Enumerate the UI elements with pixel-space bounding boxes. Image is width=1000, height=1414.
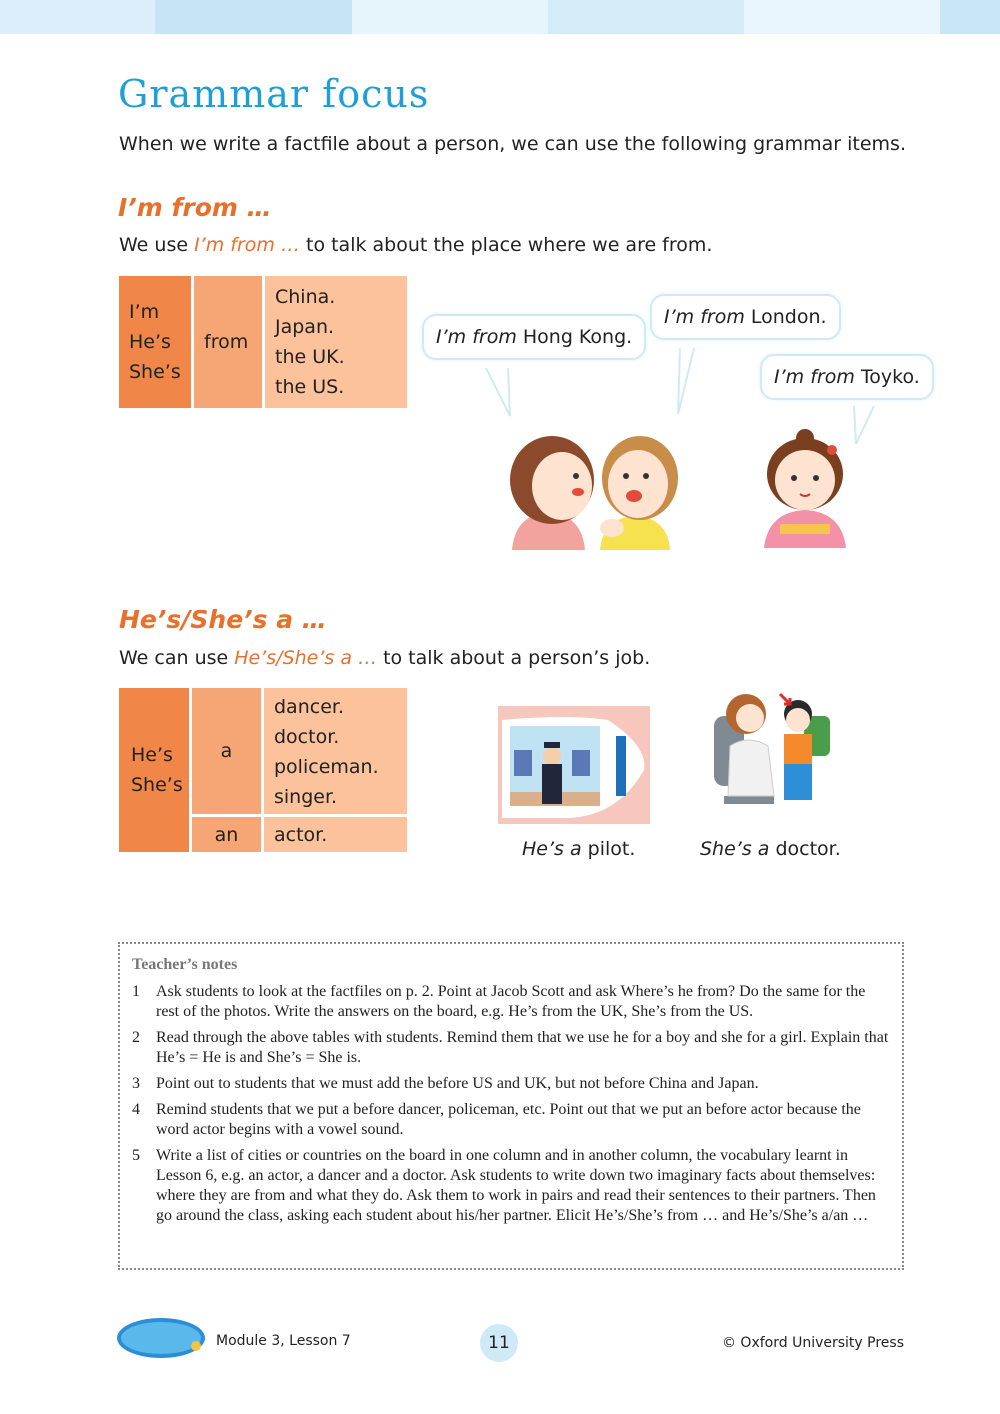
bubble-tail-2 [670, 346, 700, 416]
pronoun-cell: I’m He’s She’s [119, 276, 191, 408]
speech-bubble-tokyo: I’m from Toyko. [760, 354, 934, 400]
article-a-cell: a [192, 688, 261, 814]
page-title: Grammar focus [118, 72, 430, 116]
pilot-illustration [498, 706, 650, 824]
doctor-caption: She’s a doctor. [700, 838, 841, 860]
bubble-tail-1 [480, 366, 520, 418]
girl-kimono-illustration [750, 424, 860, 548]
section2-explanation: We can use He’s/She’s a … to talk about a person’s job. [119, 647, 651, 669]
speech-bubble-london: I’m from London. [650, 294, 841, 340]
copyright: © Oxford University Press [721, 1335, 904, 1351]
note-item: 1 Ask students to look at the factfiles on p. 2. Point at Jacob Scott and ask Where’s he from? Do the same for the rest of the photos. Write the answers on the board, e.g. He’s from the UK, She’s from the US. [132, 983, 866, 1020]
note-item: 2 Read through the above tables with students. Remind them that we use he for a boy and she for a girl. Explain that He’s = He is and She’s = She is. [132, 1029, 889, 1066]
im-from-table [116, 276, 410, 408]
lesson-label: Module 3, Lesson 7 [216, 1333, 351, 1349]
page-number: 11 [480, 1324, 518, 1362]
note-item: 4 Remind students that we put a before dancer, policeman, etc. Point out that we put an before actor because the word actor begins with a vowel sound. [132, 1101, 861, 1138]
place-cell: China. Japan. the UK. the US. [265, 276, 407, 408]
speech-bubble-hong-kong: I’m from Hong Kong. [422, 314, 646, 360]
section1-heading: I’m from … [118, 193, 272, 222]
teachers-notes-box [118, 942, 904, 1270]
teachers-notes-title: Teacher’s notes [132, 956, 238, 973]
doctor-illustration [704, 686, 834, 826]
children-talking-illustration [500, 420, 700, 550]
actor-cell: actor. [264, 817, 407, 852]
note-item: 5 Write a list of cities or countries on the board in one column and in another column, the vocabulary learnt in Lesson 6, e.g. an actor, a dancer and a doctor. Ask students to write down two imaginary facts about themselves: where they are from and what they do. Ask them to work in pairs and read their sentences to their partners. Then go around the class, asking each student about his/her partner. Elicit He’s/She’s from … and He’s/She’s a/an … [132, 1147, 876, 1224]
pilot-caption: He’s a pilot. [522, 838, 636, 860]
article-an-cell: an [192, 817, 261, 852]
section2-heading: He’s/She’s a … [119, 605, 327, 634]
series-logo [116, 1316, 206, 1360]
teachers-notes-list [132, 982, 890, 1226]
note-item: 3 Point out to students that we must add the before US and UK, but not before China and Japan. [132, 1075, 759, 1092]
hes-shes-table [119, 688, 407, 852]
top-color-band [0, 0, 1000, 34]
job-words-cell: dancer. doctor. policeman. singer. [264, 688, 407, 814]
from-cell: from [194, 276, 262, 408]
intro-text: When we write a factfile about a person, we can use the following grammar items. [119, 133, 906, 155]
pronoun-cell: He’s She’s [119, 688, 189, 852]
section1-explanation: We use I’m from … to talk about the place where we are from. [119, 234, 713, 256]
